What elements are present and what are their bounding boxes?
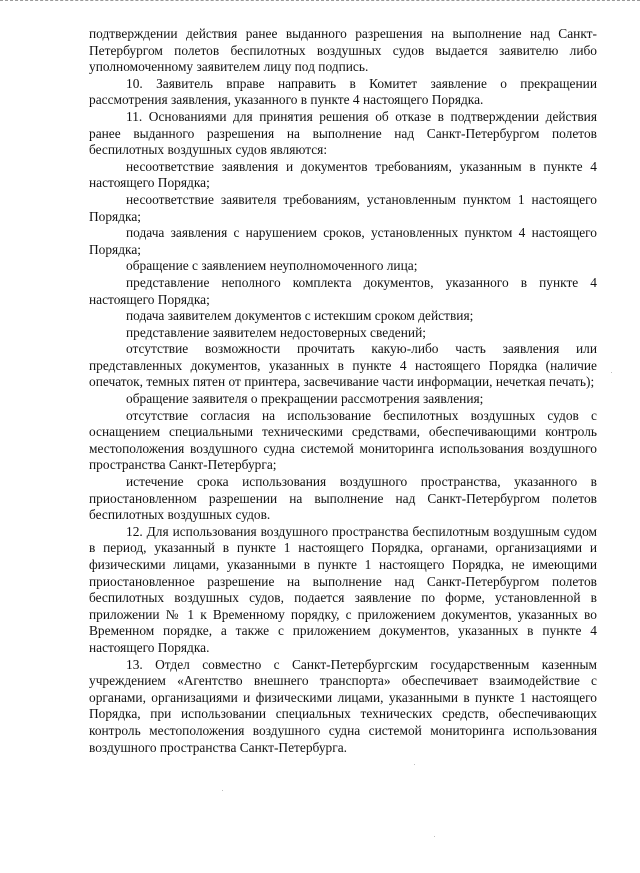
list-item: обращение заявителя о прекращении рассмотрения заявления; [126,391,484,407]
list-item: подача заявителем документов с истекшим сроком действия; [126,308,474,324]
scan-top-edge [0,0,640,3]
paragraph-11: 11. Основаниями для принятия решения об отказе в подтверждении действия ранее выданного разрешения на выполнение над Санкт-Петербургом полетов беспилотных воздушных судов являются: [89,108,597,158]
scan-speck [414,764,415,765]
list-item: несоответствие заявления и документов требованиям, указанным в пункте 4 настоящего Порядка; [89,158,597,191]
paragraph-10: 10. Заявитель вправе направить в Комитет заявление о прекращении рассмотрения заявления, указанного в пункте 4 настоящего Порядка. [89,75,597,108]
scan-speck [611,372,612,373]
list-item: подача заявления с нарушением сроков, установленных пунктом 4 настоящего Порядка; [89,225,597,257]
scan-speck [434,836,435,837]
paragraph-continuation: подтверждении действия ранее выданного разрешения на выполнение над Санкт-Петербургом полетов беспилотных воздушных судов выдается заявителю либо уполномоченному заявителем лицу под подпись. [89,26,597,75]
scan-speck [222,790,223,791]
list-item: отсутствие согласия на использование беспилотных воздушных судов с оснащением специальными техническими средствами, обеспечивающими контроль местоположения воздушного судна системой мониторинга использования воздушного пространства Санкт-Петербурга; [89,407,597,473]
list-item: отсутствие возможности прочитать какую-либо часть заявления или представленных документов, указанных в пункте 4 настоящего Порядка (наличие опечаток, темных пятен от принтера, засвечивание части информации, нечеткая печать); [89,341,597,390]
list-item: несоответствие заявителя требованиям, установленным пунктом 1 настоящего Порядка; [89,191,597,224]
paragraph-13: 13. Отдел совместно с Санкт-Петербургским государственным казенным учреждением «Агентство внешнего транспорта» обеспечивает взаимодействие с органами, организациями и физическими лицами, указанными в пункте 1 настоящего Порядка, при использовании специальных технических средств, обеспечивающих контроль местоположения воздушного судна системой мониторинга использования воздушного пространства Санкт-Петербурга. [89,656,597,755]
list-item: представление заявителем недостоверных сведений; [126,324,426,340]
list-item: истечение срока использования воздушного пространства, указанного в приостановленном разрешении на выполнение над Санкт-Петербургом полетов беспилотных воздушных судов. [89,474,597,523]
paragraph-12: 12. Для использования воздушного пространства беспилотным воздушным судом в период, указанный в пункте 1 настоящего Порядка, органами, организациями и физическими лицами, указанными в пункте 1 настоящего Порядка, не имеющими приостановленное разрешение на выполнение над Санкт-Петербургом полетов беспилотных воздушных судов, подается заявление по форме, установленной в приложении № 1 к Временному порядку, с приложением документов, указанных во Временном порядке, а также с приложением документов, указанных в пункте 4 настоящего Порядка. [89,523,597,655]
list-item: представление неполного комплекта документов, указанного в пункте 4 настоящего Порядка; [89,274,597,307]
document-body [89,26,597,756]
list-item: обращение с заявлением неуполномоченного лица; [126,258,418,274]
